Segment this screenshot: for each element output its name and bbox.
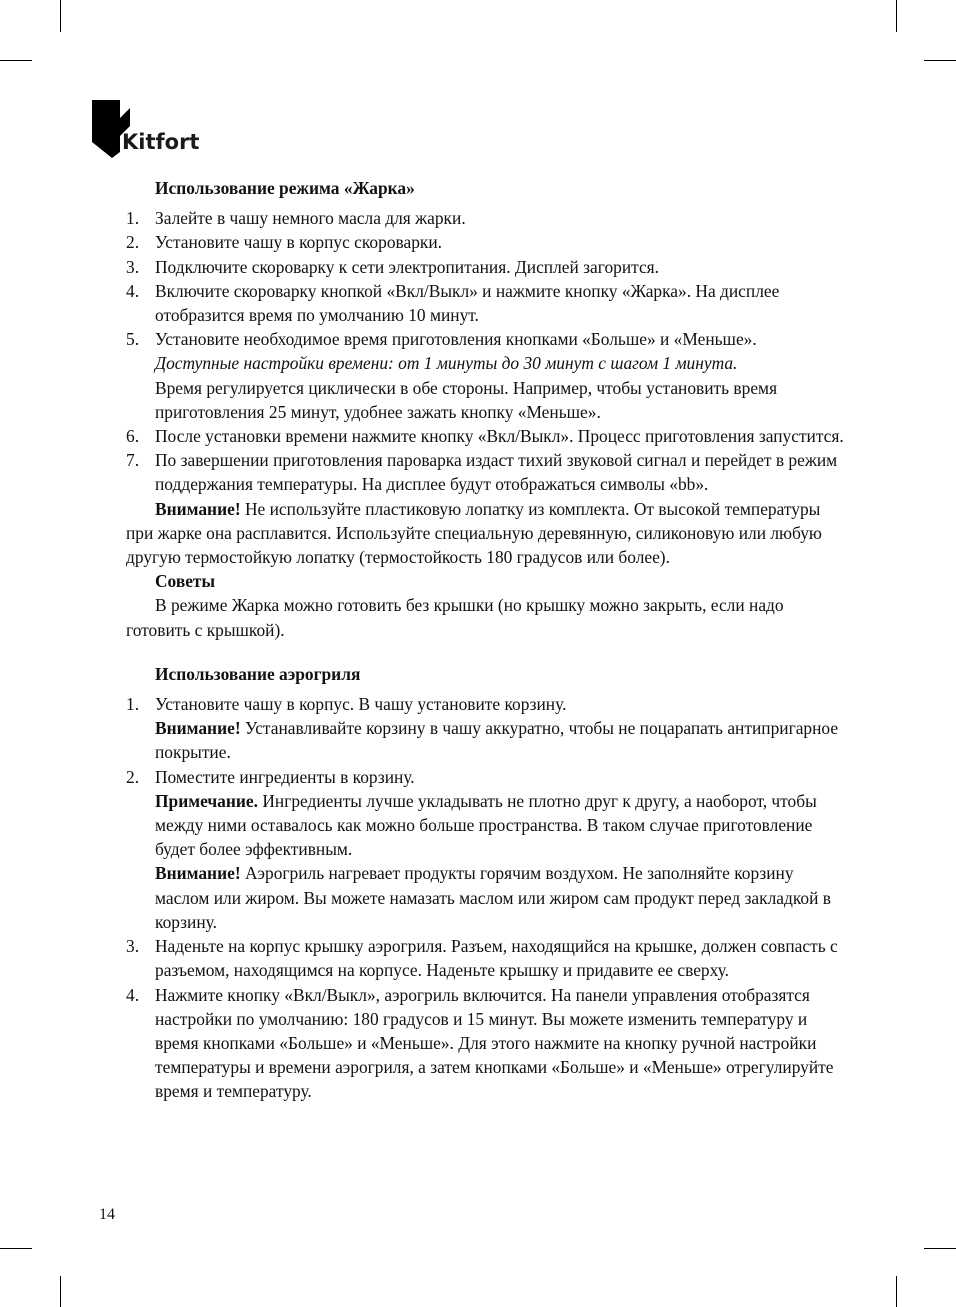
tips-title: Советы [155,571,216,592]
list-item: 1. Залейте в чашу немного масла для жарки. [126,208,466,229]
crop-mark [60,0,61,32]
frying-warning: Внимание! Не используйте пластиковую лопатку из комплекта. От высокой температуры при жарке она расплавится. Используйте специальную деревянную, силиконовую или любую другую термостойкую лопатку (термостойкость 180 градусов или более). [126,498,822,568]
crop-mark [896,0,897,32]
list-item: 2. Установите чашу в корпус скороварки. [126,232,443,253]
list-item: 3. Наденьте на корпус крышку аэрогриля. Разъем, находящийся на крышке, должен совпасть с разъемом, находящимся на корпусе. Наденьте крышку и придавите ее сверху. [126,936,838,981]
crop-mark [0,1248,32,1249]
crop-mark [896,1276,897,1307]
airgrill-steps [126,692,846,1103]
page-content [126,176,846,1104]
list-item: 4. Нажмите кнопку «Вкл/Выкл», аэрогриль включится. На панели управления отобразятся настройки по умолчанию: 180 градусов и 15 минут. Вы можете изменить температуру и время кнопками «Больше» и «Меньше». Для этого нажмите на кнопку ручной настройки температуры и времени аэрогриля, а затем кнопками «Больше» и «Меньше» отрегулируйте время и температуру. [126,984,834,1102]
time-range-note: Доступные настройки времени: от 1 минуты до 30 минут с шагом 1 минута. [155,353,738,374]
list-item: 1. Установите чашу в корпус. В чашу установите корзину. Внимание! Устанавливайте корзину в чашу аккуратно, чтобы не поцарапать антипригарное покрытие. [126,694,839,763]
list-item: 6. После установки времени нажмите кнопку «Вкл/Выкл». Процесс приготовления запустится. [126,426,844,447]
brand-name: Kitfort [122,130,200,154]
page-number: 14 [99,1206,115,1223]
list-item: 2. Поместите ингредиенты в корзину. Примечание. Ингредиенты лучше укладывать не плотно друг к другу, а наоборот, чтобы между ними оставалось как можно больше пространства. В таком случае приготовление будет более эффективным. Внимание! Аэрогриль нагревает продукты горячим воздухом. Не заполняйте корзину маслом или жиром. Вы можете намазать маслом или жиром сам продукт перед закладкой в корзину. [126,766,831,932]
section-title-frying: Использование режима «Жарка» [155,178,415,198]
section-title-airgrill: Использование аэрогриля [155,663,361,684]
frying-steps [126,206,846,496]
crop-mark [924,1248,956,1249]
list-item: 7. По завершении приготовления пароварка издаст тихий звуковой сигнал и перейдет в режим поддержания температуры. На дисплее будут отображаться символы «bb». [126,450,838,495]
crop-mark [60,1276,61,1307]
list-item: 4. Включите скороварку кнопкой «Вкл/Выкл» и нажмите кнопку «Жарка». На дисплее отобразится время по умолчанию 10 минут. [126,280,780,326]
crop-mark [924,60,956,61]
crop-mark [0,60,32,61]
list-item: 3. Подключите скороварку к сети электропитания. Дисплей загорится. [126,256,660,277]
list-item: 5. Установите необходимое время приготовления кнопками «Больше» и «Меньше». Доступные настройки времени: от 1 минуты до 30 минут с шагом 1 минута. Время регулируется циклически в обе стороны. Например, чтобы установить время приготовления 25 минут, удобнее зажать кнопку «Меньше». [126,329,778,422]
tips-text: В режиме Жарка можно готовить без крышки (но крышку можно закрыть, если надо готовить с крышкой). [126,595,784,640]
